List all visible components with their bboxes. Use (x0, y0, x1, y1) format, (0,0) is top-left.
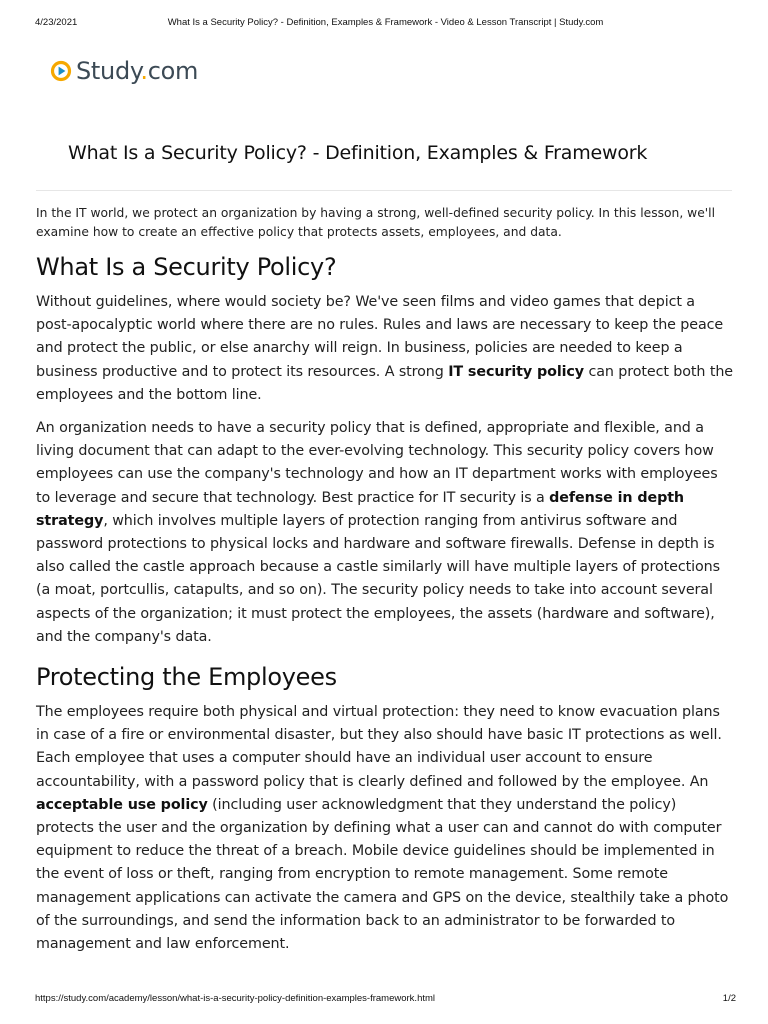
section-heading-protecting-employees: Protecting the Employees (36, 663, 337, 692)
paragraph-employee-protection (36, 701, 734, 956)
lesson-content (36, 204, 734, 966)
text: , which involves multiple layers of protection ranging from antivirus software and password protections to physical locks and hardware and software firewalls. Defense in depth is also called the castle approach because a castle similarly will have multiple layers of protections (a moat, portcullis, catapults, and so on). The security policy needs to take into account several aspects of the organization; it must protect the employees, the assets (hardware and software), and the company's data. (36, 512, 720, 645)
page-number: 1/2 (722, 993, 736, 1004)
logo-tld: com (147, 57, 199, 85)
lesson-intro: In the IT world, we protect an organization by having a strong, well-defined security policy. In this lesson, we'll examine how to create an effective policy that protects assets, employees, and data. (36, 206, 715, 239)
paragraph-defense-in-depth (36, 417, 734, 649)
text: can protect both the employees and the bottom line. (36, 363, 733, 403)
logo-wordmark (76, 59, 198, 83)
print-footer (35, 993, 736, 1007)
logo-name: Study (76, 57, 141, 85)
text: Without guidelines, where would society be? We've seen films and video games that depict a post-apocalyptic world where there are no rules. Rules and laws are necessary to keep the peace and protect the public, or else anarchy will reign. In business, policies are needed to keep a business productive and to protect its resources. A strong (36, 294, 724, 380)
paragraph-society-guidelines (36, 291, 734, 407)
print-header (35, 17, 736, 31)
section-heading-security-policy: What Is a Security Policy? (36, 253, 337, 281)
logo-dot: . (140, 57, 148, 85)
term-defense-in-depth: defense in depth strategy (36, 489, 685, 529)
lesson-title: What Is a Security Policy? - Definition, Examples & Framework (68, 142, 648, 164)
text: An organization needs to have a security policy that is defined, appropriate and flexible, and a living document that can adapt to the ever-evolving technology. This security policy covers how employees can use the company's technology and how an IT department works with employees to leverage and secure that technology. Best practice for IT security is a (36, 420, 718, 506)
term-acceptable-use-policy: acceptable use policy (36, 796, 208, 813)
text: The employees require both physical and virtual protection: they need to know evacuation plans in case of a fire or environmental disaster, but they also should have basic IT protections as well. Each employee that uses a computer should have an individual user account to ensure accountability, with a password policy that is clearly defined and followed by the employee. An (36, 704, 722, 790)
study-logo[interactable] (50, 55, 198, 87)
print-page-title: What Is a Security Policy? - Definition, Examples & Framework - Video & Lesson Transcript | Study.com (167, 17, 604, 28)
page-url[interactable]: https://study.com/academy/lesson/what-is-a-security-policy-definition-examples-framework.html (35, 993, 436, 1004)
divider (36, 190, 732, 191)
text: (including user acknowledgment that they understand the policy) protects the user and the organization by defining what a user can and cannot do with computer equipment to reduce the threat of a breach. Mobile device guidelines should be implemented in the event of loss or theft, ranging from encryption to remote management. Some remote management applications can activate the camera and GPS on the device, stealthily take a photo of the surroundings, and send the information back to an administrator to be forwarded to management and law enforcement. (36, 796, 729, 953)
term-it-security-policy: IT security policy (448, 363, 585, 380)
print-date: 4/23/2021 (35, 17, 78, 28)
play-circle-icon (50, 60, 72, 82)
